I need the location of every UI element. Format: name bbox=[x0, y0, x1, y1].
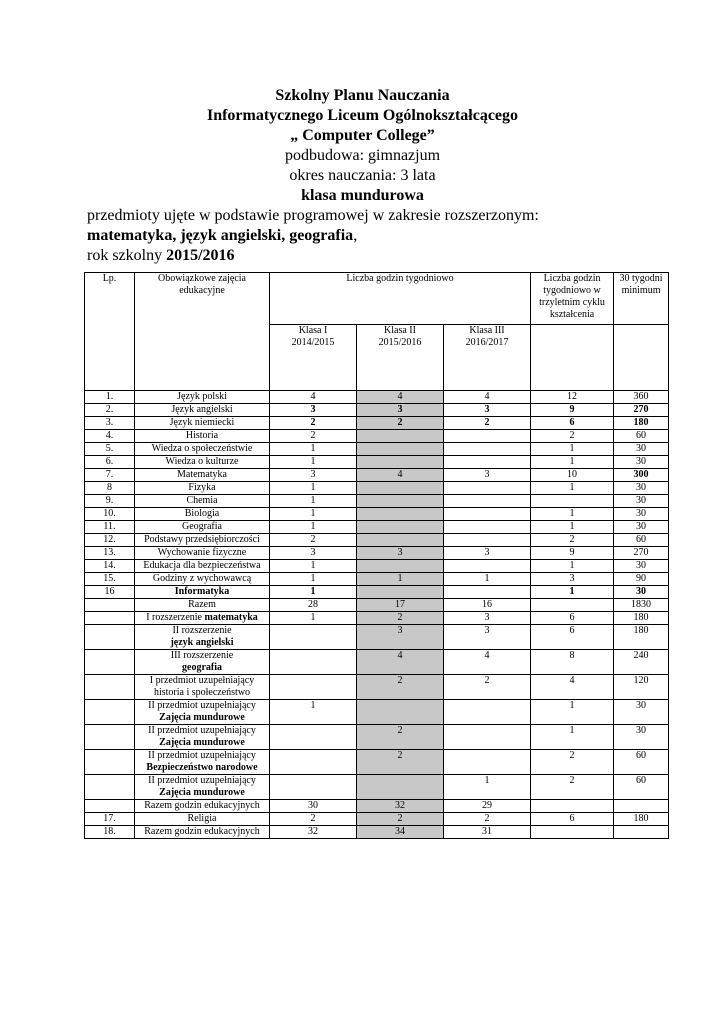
cell-class-1: 1 bbox=[270, 508, 357, 521]
subject-text: I rozszerzenie bbox=[146, 612, 205, 623]
cell-class-1: 1 bbox=[270, 495, 357, 508]
subject-line-1: II przedmiot uzupełniający bbox=[148, 725, 256, 736]
cell-class-3: 16 bbox=[444, 599, 531, 612]
school-year-value: 2015/2016 bbox=[166, 247, 235, 264]
table-row bbox=[85, 534, 669, 547]
cell-subject bbox=[135, 625, 270, 650]
cell-cycle: 2 bbox=[531, 430, 614, 443]
cell-subject: Edukacja dla bezpieczeństwa bbox=[135, 560, 270, 573]
title-line-6: klasa mundurowa bbox=[301, 187, 424, 204]
cell-class-3 bbox=[444, 508, 531, 521]
cell-lp: 15. bbox=[85, 573, 135, 586]
cell-cycle bbox=[531, 599, 614, 612]
table-row bbox=[85, 521, 669, 534]
cell-class-2 bbox=[357, 508, 444, 521]
cell-cycle: 1 bbox=[531, 456, 614, 469]
cell-class-2 bbox=[357, 700, 444, 725]
table-row bbox=[85, 456, 669, 469]
subject-line-1: II przedmiot uzupełniający bbox=[148, 775, 256, 786]
table-row bbox=[85, 547, 669, 560]
cell-lp bbox=[85, 612, 135, 625]
cell-lp bbox=[85, 750, 135, 775]
cell-class-1: 1 bbox=[270, 700, 357, 725]
cell-min: 360 bbox=[614, 391, 669, 404]
cell-lp: 14. bbox=[85, 560, 135, 573]
class-3-label: Klasa III bbox=[469, 324, 505, 336]
scope-line: przedmioty ujęte w podstawie programowej w zakresie rozszerzonym: bbox=[87, 207, 539, 224]
cell-subject: Biologia bbox=[135, 508, 270, 521]
cell-lp: 12. bbox=[85, 534, 135, 547]
subject-line-2: geografia bbox=[182, 662, 222, 673]
cell-subject: Razem godzin edukacyjnych bbox=[135, 826, 270, 839]
cell-subject bbox=[135, 612, 270, 625]
cell-lp bbox=[85, 599, 135, 612]
curriculum-table bbox=[84, 272, 669, 839]
cell-cycle: 8 bbox=[531, 650, 614, 675]
cell-class-1: 1 bbox=[270, 456, 357, 469]
cell-class-2: 17 bbox=[357, 599, 444, 612]
cell-subject: Język polski bbox=[135, 391, 270, 404]
cell-class-3 bbox=[444, 700, 531, 725]
cell-subject: Razem godzin edukacyjnych bbox=[135, 800, 270, 813]
cell-min: 30 bbox=[614, 508, 669, 521]
table-row bbox=[85, 826, 669, 839]
cell-subject: Podstawy przedsiębiorczości bbox=[135, 534, 270, 547]
subject-line-2: historia i społeczeństwo bbox=[153, 687, 251, 698]
table-row bbox=[85, 404, 669, 417]
cell-class-2: 4 bbox=[357, 650, 444, 675]
class-1-label: Klasa I bbox=[298, 324, 328, 336]
cell-cycle: 1 bbox=[531, 586, 614, 599]
table-row bbox=[85, 675, 669, 700]
table-row bbox=[85, 469, 669, 482]
subject-line-1: I przedmiot uzupełniający bbox=[149, 675, 255, 686]
cell-subject: Historia bbox=[135, 430, 270, 443]
cell-lp: 4. bbox=[85, 430, 135, 443]
cell-cycle: 6 bbox=[531, 417, 614, 430]
cell-min bbox=[614, 800, 669, 813]
cell-class-2: 2 bbox=[357, 725, 444, 750]
cell-subject: Wychowanie fizyczne bbox=[135, 547, 270, 560]
cell-class-2: 4 bbox=[357, 391, 444, 404]
title-line-2: Informatycznego Liceum Ogólnokształcącego bbox=[206, 107, 519, 124]
cell-cycle: 2 bbox=[531, 750, 614, 775]
cell-min: 30 bbox=[614, 482, 669, 495]
title-line-3: „ Computer College” bbox=[290, 127, 435, 144]
cell-class-2: 3 bbox=[357, 404, 444, 417]
cell-class-3: 1 bbox=[444, 573, 531, 586]
table-row bbox=[85, 599, 669, 612]
header-lp: Lp. bbox=[85, 273, 135, 391]
cell-class-1: 1 bbox=[270, 573, 357, 586]
table-row bbox=[85, 813, 669, 826]
table-row bbox=[85, 495, 669, 508]
cell-min: 60 bbox=[614, 775, 669, 800]
cell-cycle: 6 bbox=[531, 813, 614, 826]
header-minimum: 30 tygodni minimum bbox=[614, 273, 669, 325]
cell-min: 180 bbox=[614, 612, 669, 625]
cell-cycle: 6 bbox=[531, 612, 614, 625]
subject-line-1: III rozszerzenie bbox=[170, 650, 234, 661]
cell-cycle: 6 bbox=[531, 625, 614, 650]
cell-class-3: 3 bbox=[444, 612, 531, 625]
class-2-year: 2015/2016 bbox=[378, 336, 422, 348]
cell-class-2 bbox=[357, 443, 444, 456]
subjects-line bbox=[87, 226, 357, 246]
cell-lp bbox=[85, 650, 135, 675]
table-row bbox=[85, 482, 669, 495]
table-row bbox=[85, 725, 669, 750]
cell-min: 30 bbox=[614, 443, 669, 456]
cell-min bbox=[614, 826, 669, 839]
cell-class-3: 3 bbox=[444, 547, 531, 560]
cell-class-3 bbox=[444, 560, 531, 573]
cell-lp: 10. bbox=[85, 508, 135, 521]
cell-class-2 bbox=[357, 521, 444, 534]
header-cycle-empty bbox=[531, 324, 614, 390]
cell-subject bbox=[135, 700, 270, 725]
cell-class-1: 1 bbox=[270, 443, 357, 456]
cell-subject: Wiedza o społeczeństwie bbox=[135, 443, 270, 456]
cell-class-3: 4 bbox=[444, 650, 531, 675]
subject-line-1: II przedmiot uzupełniający bbox=[148, 750, 256, 761]
cell-min: 90 bbox=[614, 573, 669, 586]
cell-class-3: 2 bbox=[444, 417, 531, 430]
cell-subject: Matematyka bbox=[135, 469, 270, 482]
cell-class-3: 4 bbox=[444, 391, 531, 404]
cell-lp bbox=[85, 700, 135, 725]
cell-cycle: 1 bbox=[531, 700, 614, 725]
table-header-row-1 bbox=[85, 273, 669, 325]
cell-min: 60 bbox=[614, 534, 669, 547]
cell-cycle: 1 bbox=[531, 482, 614, 495]
cell-lp: 1. bbox=[85, 391, 135, 404]
table-row bbox=[85, 625, 669, 650]
cell-cycle: 1 bbox=[531, 560, 614, 573]
cell-class-1: 2 bbox=[270, 813, 357, 826]
cell-min: 270 bbox=[614, 404, 669, 417]
cell-class-1: 1 bbox=[270, 560, 357, 573]
cell-class-1: 1 bbox=[270, 612, 357, 625]
cell-class-1: 28 bbox=[270, 599, 357, 612]
cell-class-3: 31 bbox=[444, 826, 531, 839]
cell-lp bbox=[85, 725, 135, 750]
header-class-1 bbox=[270, 324, 357, 390]
cell-class-1: 2 bbox=[270, 417, 357, 430]
cell-class-1: 3 bbox=[270, 404, 357, 417]
cell-class-3 bbox=[444, 534, 531, 547]
table-row bbox=[85, 443, 669, 456]
cell-subject: Fizyka bbox=[135, 482, 270, 495]
cell-cycle bbox=[531, 800, 614, 813]
cell-lp bbox=[85, 675, 135, 700]
cell-class-2: 2 bbox=[357, 750, 444, 775]
cell-class-2: 32 bbox=[357, 800, 444, 813]
cell-class-1 bbox=[270, 750, 357, 775]
cell-min: 30 bbox=[614, 725, 669, 750]
cell-lp: 2. bbox=[85, 404, 135, 417]
cell-subject bbox=[135, 725, 270, 750]
cell-subject: Chemia bbox=[135, 495, 270, 508]
subject-line-1: II przedmiot uzupełniający bbox=[148, 700, 256, 711]
school-year-prefix: rok szkolny bbox=[87, 247, 167, 264]
cell-class-1: 3 bbox=[270, 469, 357, 482]
cell-cycle: 1 bbox=[531, 508, 614, 521]
table-row bbox=[85, 800, 669, 813]
cell-class-2: 3 bbox=[357, 547, 444, 560]
cell-cycle: 1 bbox=[531, 521, 614, 534]
cell-class-1 bbox=[270, 775, 357, 800]
cell-subject: Wiedza o kulturze bbox=[135, 456, 270, 469]
cell-class-3: 1 bbox=[444, 775, 531, 800]
cell-subject: Razem bbox=[135, 599, 270, 612]
cell-class-2 bbox=[357, 586, 444, 599]
cell-class-1: 3 bbox=[270, 547, 357, 560]
class-1-year: 2014/2015 bbox=[291, 336, 335, 348]
cell-class-2: 3 bbox=[357, 625, 444, 650]
cell-class-3: 3 bbox=[444, 469, 531, 482]
cell-subject: Język niemiecki bbox=[135, 417, 270, 430]
cell-min: 60 bbox=[614, 750, 669, 775]
cell-class-3 bbox=[444, 443, 531, 456]
cell-class-3 bbox=[444, 482, 531, 495]
school-year-line bbox=[87, 246, 235, 266]
table-row bbox=[85, 650, 669, 675]
cell-lp: 3. bbox=[85, 417, 135, 430]
cell-lp bbox=[85, 775, 135, 800]
cell-cycle: 3 bbox=[531, 573, 614, 586]
cell-lp bbox=[85, 800, 135, 813]
cell-class-3 bbox=[444, 456, 531, 469]
header-class-2 bbox=[357, 324, 444, 390]
cell-class-2: 2 bbox=[357, 612, 444, 625]
cell-class-1: 1 bbox=[270, 521, 357, 534]
cell-lp: 16 bbox=[85, 586, 135, 599]
cell-class-2: 2 bbox=[357, 675, 444, 700]
document-header bbox=[0, 86, 725, 206]
table-row bbox=[85, 612, 669, 625]
table-row bbox=[85, 750, 669, 775]
table-row bbox=[85, 586, 669, 599]
cell-class-3 bbox=[444, 521, 531, 534]
subject-line-2: Bezpieczeństwo narodowe bbox=[146, 762, 258, 773]
cell-class-3 bbox=[444, 430, 531, 443]
cell-cycle: 2 bbox=[531, 534, 614, 547]
cell-subject bbox=[135, 750, 270, 775]
title-line-1: Szkolny Planu Nauczania bbox=[275, 87, 450, 104]
cell-subject: Informatyka bbox=[135, 586, 270, 599]
cell-min: 300 bbox=[614, 469, 669, 482]
cell-class-1: 32 bbox=[270, 826, 357, 839]
cell-class-1 bbox=[270, 650, 357, 675]
cell-class-2 bbox=[357, 775, 444, 800]
header-class-3 bbox=[444, 324, 531, 390]
subject-bold: matematyka bbox=[204, 612, 258, 623]
cell-lp: 18. bbox=[85, 826, 135, 839]
title-line-4: podbudowa: gimnazjum bbox=[284, 147, 441, 164]
cell-min: 120 bbox=[614, 675, 669, 700]
cell-lp: 13. bbox=[85, 547, 135, 560]
cell-cycle bbox=[531, 826, 614, 839]
cell-class-2 bbox=[357, 482, 444, 495]
cell-class-2 bbox=[357, 495, 444, 508]
cell-cycle: 12 bbox=[531, 391, 614, 404]
cell-min: 30 bbox=[614, 456, 669, 469]
cell-min: 240 bbox=[614, 650, 669, 675]
cell-cycle: 1 bbox=[531, 443, 614, 456]
cell-class-3 bbox=[444, 495, 531, 508]
cell-class-1 bbox=[270, 625, 357, 650]
cell-class-1: 2 bbox=[270, 534, 357, 547]
cell-class-2: 2 bbox=[357, 813, 444, 826]
cell-min: 30 bbox=[614, 560, 669, 573]
cell-class-3: 2 bbox=[444, 675, 531, 700]
cell-class-1: 30 bbox=[270, 800, 357, 813]
cell-min: 30 bbox=[614, 700, 669, 725]
cell-lp: 7. bbox=[85, 469, 135, 482]
cell-lp: 5. bbox=[85, 443, 135, 456]
table-row bbox=[85, 573, 669, 586]
cell-class-3 bbox=[444, 725, 531, 750]
cell-subject bbox=[135, 775, 270, 800]
cell-min: 180 bbox=[614, 417, 669, 430]
cell-class-2: 4 bbox=[357, 469, 444, 482]
cell-cycle bbox=[531, 495, 614, 508]
cell-min: 270 bbox=[614, 547, 669, 560]
cell-class-3 bbox=[444, 586, 531, 599]
cell-subject: Język angielski bbox=[135, 404, 270, 417]
cell-lp: 11. bbox=[85, 521, 135, 534]
cell-min: 180 bbox=[614, 625, 669, 650]
cell-class-1: 1 bbox=[270, 482, 357, 495]
cell-cycle: 9 bbox=[531, 404, 614, 417]
table-row bbox=[85, 700, 669, 725]
subject-line-2: Zajęcia mundurowe bbox=[159, 787, 245, 798]
cell-class-1: 1 bbox=[270, 586, 357, 599]
cell-class-3 bbox=[444, 750, 531, 775]
cell-min: 30 bbox=[614, 586, 669, 599]
cell-lp bbox=[85, 625, 135, 650]
cell-subject bbox=[135, 675, 270, 700]
cell-class-2 bbox=[357, 534, 444, 547]
cell-subject: Godziny z wychowawcą bbox=[135, 573, 270, 586]
cell-min: 60 bbox=[614, 430, 669, 443]
header-hours: Liczba godzin tygodniowo bbox=[270, 273, 531, 325]
class-2-label: Klasa II bbox=[384, 324, 416, 336]
cell-class-1: 4 bbox=[270, 391, 357, 404]
title-line-5: okres nauczania: 3 lata bbox=[289, 167, 436, 184]
header-cycle: Liczba godzin tygodniowo w trzyletnim cyklu kształcenia bbox=[531, 273, 614, 325]
cell-cycle: 10 bbox=[531, 469, 614, 482]
cell-class-2 bbox=[357, 430, 444, 443]
header-min-empty bbox=[614, 324, 669, 390]
cell-cycle: 1 bbox=[531, 725, 614, 750]
cell-min: 1830 bbox=[614, 599, 669, 612]
cell-class-3: 29 bbox=[444, 800, 531, 813]
cell-class-2: 2 bbox=[357, 417, 444, 430]
cell-class-2 bbox=[357, 560, 444, 573]
cell-class-1: 2 bbox=[270, 430, 357, 443]
subject-line-2: Zajęcia mundurowe bbox=[159, 712, 245, 723]
cell-class-1 bbox=[270, 725, 357, 750]
subjects-rest: , bbox=[353, 227, 358, 244]
cell-cycle: 4 bbox=[531, 675, 614, 700]
cell-class-3: 3 bbox=[444, 404, 531, 417]
cell-lp: 9. bbox=[85, 495, 135, 508]
cell-class-1 bbox=[270, 675, 357, 700]
table-row bbox=[85, 560, 669, 573]
cell-min: 30 bbox=[614, 495, 669, 508]
cell-subject bbox=[135, 650, 270, 675]
cell-cycle: 9 bbox=[531, 547, 614, 560]
cell-class-2 bbox=[357, 456, 444, 469]
table-row bbox=[85, 417, 669, 430]
header-subject: Obowiązkowe zajęcia edukacyjne bbox=[135, 273, 270, 391]
cell-min: 30 bbox=[614, 521, 669, 534]
cell-class-2: 1 bbox=[357, 573, 444, 586]
class-3-year: 2016/2017 bbox=[465, 336, 509, 348]
cell-lp: 8 bbox=[85, 482, 135, 495]
cell-class-3: 3 bbox=[444, 625, 531, 650]
cell-class-3: 2 bbox=[444, 813, 531, 826]
table-row bbox=[85, 430, 669, 443]
subject-line-2: Zajęcia mundurowe bbox=[159, 737, 245, 748]
table-row bbox=[85, 391, 669, 404]
cell-class-2: 34 bbox=[357, 826, 444, 839]
table-row bbox=[85, 508, 669, 521]
cell-subject: Geografia bbox=[135, 521, 270, 534]
table-row bbox=[85, 775, 669, 800]
cell-lp: 6. bbox=[85, 456, 135, 469]
cell-subject: Religia bbox=[135, 813, 270, 826]
cell-cycle: 2 bbox=[531, 775, 614, 800]
subject-line-2: język angielski bbox=[170, 637, 234, 648]
subjects-bold: matematyka, język angielski, geografia bbox=[87, 227, 354, 244]
subject-line-1: II rozszerzenie bbox=[172, 625, 232, 636]
cell-lp: 17. bbox=[85, 813, 135, 826]
cell-min: 180 bbox=[614, 813, 669, 826]
